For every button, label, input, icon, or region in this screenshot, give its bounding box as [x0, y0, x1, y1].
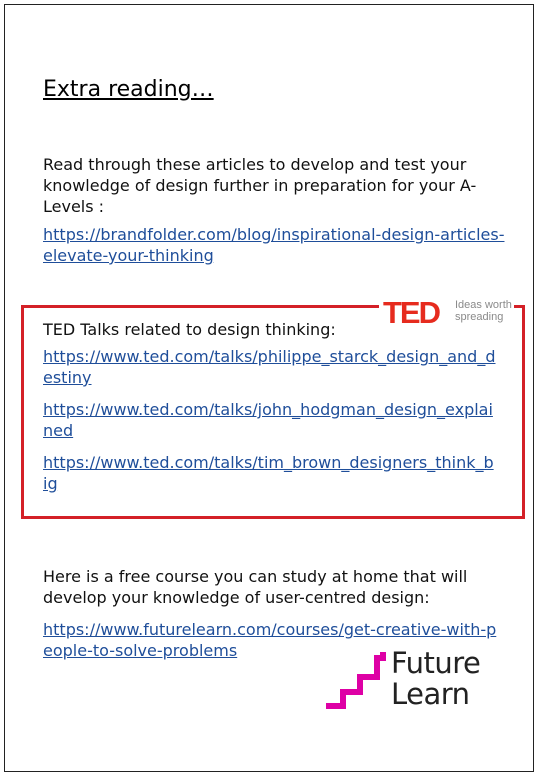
intro-section: [43, 154, 513, 266]
ted-link-brown[interactable]: https://www.ted.com/talks/tim_brown_designers_think_big: [43, 453, 494, 493]
ted-link-starck[interactable]: https://www.ted.com/talks/philippe_starck_design_and_destiny: [43, 347, 496, 387]
futurelearn-wordmark: [391, 648, 480, 710]
ted-link-hodgman[interactable]: https://www.ted.com/talks/john_hodgman_design_explained: [43, 400, 493, 440]
ted-section: [43, 319, 498, 494]
course-text: Here is a free course you can study at home that will develop your knowledge of user-centred design:: [43, 567, 468, 607]
futurelearn-stairs-icon: [325, 648, 387, 710]
page-title: Extra reading…: [43, 77, 214, 102]
futurelearn-link[interactable]: https://www.futurelearn.com/courses/get-creative-with-people-to-solve-problems: [43, 620, 497, 660]
ted-heading: TED Talks related to design thinking:: [43, 320, 336, 339]
intro-text: Read through these articles to develop and test your knowledge of design further in preparation for your A-Levels :: [43, 155, 477, 216]
futurelearn-logo: [325, 648, 495, 714]
futurelearn-line1: Future: [391, 646, 481, 680]
ted-logo-mark: TED: [383, 295, 439, 330]
futurelearn-line2: Learn: [391, 677, 470, 711]
ted-logo-tagline: Ideas worth spreading: [455, 299, 512, 323]
brandfolder-link[interactable]: https://brandfolder.com/blog/inspirational-design-articles-elevate-your-thinking: [43, 225, 505, 265]
